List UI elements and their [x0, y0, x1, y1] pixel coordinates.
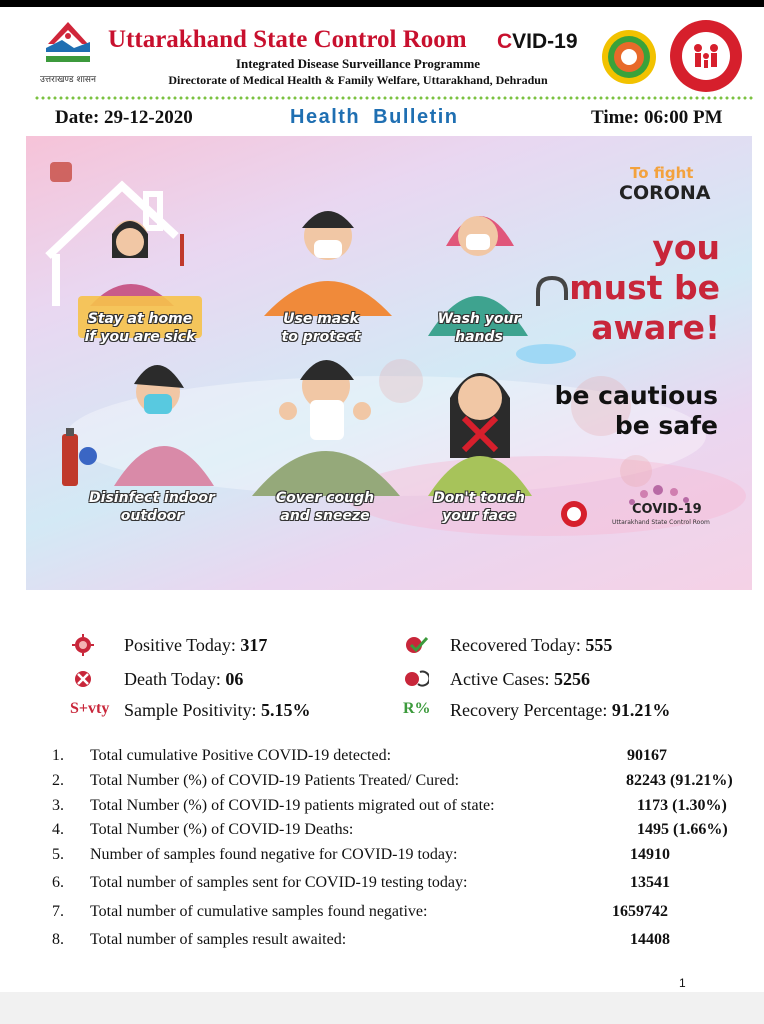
list-item: 5. Number of samples found negative for COVID-19 today: 14910	[52, 846, 670, 863]
death-cross-icon	[70, 668, 96, 690]
uttarakhand-govt-logo	[32, 18, 104, 88]
list-item: 6. Total number of samples sent for COVID-19 testing today: 13541	[52, 874, 670, 891]
recovered-today: Recovered Today: 555	[450, 635, 613, 655]
sample-positivity-icon: S+vty	[70, 700, 110, 717]
small-state-logo	[50, 162, 72, 182]
active-cases-icon	[403, 668, 429, 690]
list-item: 2. Total Number (%) of COVID-19 Patients Treated/ Cured: 82243 (91.21%)	[52, 772, 733, 789]
covid-19-wordmark: CVID-19	[497, 30, 578, 53]
recovered-check-icon	[403, 634, 429, 656]
poster-covid-sublabel: Uttarakhand State Control Room	[612, 519, 710, 526]
bulletin-title: Health Bulletin	[290, 106, 459, 128]
positive-today: Positive Today: 317	[124, 635, 268, 655]
sample-positivity: Sample Positivity: 5.15%	[124, 700, 311, 720]
tip-stay-home: Stay at home if you are sick	[84, 311, 196, 345]
top-border	[0, 0, 764, 7]
page-title: Uttarakhand State Control Room	[108, 26, 467, 53]
logo-caption: उत्तराखण्ड शासन	[39, 75, 96, 85]
list-item: 8. Total number of samples result awaited: 14408	[52, 931, 670, 948]
to-fight-text: To fight	[630, 164, 694, 182]
corona-text: CORONA	[619, 182, 711, 204]
death-today: Death Today: 06	[124, 669, 244, 689]
list-item: 4. Total Number (%) of COVID-19 Deaths: 1495 (1.66%)	[52, 821, 728, 838]
use-mask-illustration	[264, 211, 392, 316]
recovery-percentage-icon: R%	[403, 700, 431, 717]
bulletin-date: Date: 29-12-2020	[55, 107, 193, 128]
page-number: 1	[679, 976, 686, 990]
poster-covid-label: COVID-19	[632, 502, 702, 517]
dotted-divider	[34, 96, 754, 100]
tip-cover-cough: Cover cough and sneeze	[275, 490, 375, 524]
list-item: 3. Total Number (%) of COVID-19 patients migrated out of state: 1173 (1.30%)	[52, 797, 727, 814]
awareness-poster	[26, 136, 752, 590]
bulletin-time: Time: 06:00 PM	[591, 107, 723, 128]
tip-disinfect: Disinfect indoor outdoor	[89, 490, 215, 524]
tip-wash-hands: Wash your hands	[437, 311, 521, 345]
list-item: 7. Total number of cumulative samples found negative: 1659742	[52, 903, 668, 920]
bottom-margin	[0, 992, 764, 1024]
cautious-slogan: be cautious be safe	[554, 381, 718, 440]
directorate-subtitle: Directorate of Medical Health & Family Welfare, Uttarakhand, Dehradun	[168, 73, 548, 87]
recovery-percentage: Recovery Percentage: 91.21%	[450, 700, 671, 720]
list-item: 1. Total cumulative Positive COVID-19 detected: 90167	[52, 747, 667, 764]
tip-dont-touch-face: Don't touch your face	[433, 490, 525, 524]
positive-virus-icon	[70, 634, 96, 656]
programme-subtitle: Integrated Disease Surveillance Programme	[235, 56, 481, 71]
aware-slogan: you must be aware!	[569, 228, 720, 347]
tip-use-mask: Use mask to protect	[281, 311, 361, 345]
state-emblem-icon	[42, 18, 94, 70]
active-cases: Active Cases: 5256	[450, 669, 590, 689]
national-health-mission-logo	[668, 18, 744, 94]
idsp-logo	[600, 28, 658, 86]
